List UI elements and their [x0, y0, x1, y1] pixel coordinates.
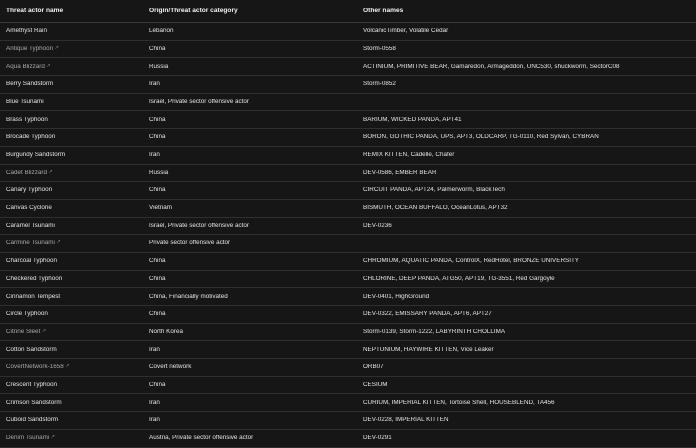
threat-actor-name: [0, 99, 143, 105]
other-names: CHROMIUM, AQUATIC PANDA, ControlX, RedHotel, BRONZE UNIVERSITY: [363, 258, 579, 265]
other-names: CHLORINE, DEEP PANDA, ATG50, APT19, TG-3551, Red Gargoyle: [363, 275, 555, 282]
threat-actor-name-text[interactable]: CovertNetwork-1658: [6, 364, 64, 371]
threat-actor-name: [0, 223, 143, 229]
other-names: DEV-0322, EMISSARY PANDA, APT6, APT27: [363, 311, 492, 318]
origin-category: Vietnam: [149, 205, 172, 212]
table-row: [0, 94, 696, 112]
threat-actor-name-text: Checkered Typhoon: [6, 275, 63, 282]
threat-actor-name-text[interactable]: Denim Tsunami: [6, 435, 50, 441]
threat-actor-name-text: Caramel Tsunami: [6, 222, 55, 229]
table-row: [0, 41, 696, 59]
origin-category: Covert network: [149, 364, 192, 371]
table-row: [0, 58, 696, 76]
table-row: [0, 76, 696, 94]
table-row: [0, 377, 696, 395]
threat-actor-name: [0, 81, 143, 87]
table-row: [0, 430, 696, 448]
other-names: Storm-0139, Storm-1222, LABYRINTH CHOLLIMA: [363, 328, 506, 335]
origin-category: Austria, Private sector offensive actor: [149, 435, 254, 441]
threat-actor-name-text: Crimson Sandstorm: [6, 399, 62, 406]
origin-category: Lebanon: [149, 28, 174, 35]
threat-actor-name-text: Cinnamon Tempest: [6, 293, 61, 300]
other-names: CIRCUIT PANDA, APT24, Palmerworm, BlackTech: [363, 187, 505, 194]
threat-actor-name-text[interactable]: Cadet Blizzard: [6, 169, 47, 176]
threat-actor-name-text: Berry Sandstorm: [6, 81, 54, 88]
table-row: [0, 359, 696, 377]
threat-actor-name-text: Canvas Cyclone: [6, 205, 52, 212]
other-names: DEV-0228, IMPERIAL KITTEN: [363, 417, 449, 424]
origin-category: China: [149, 116, 166, 123]
other-names: BISMUTH, OCEAN BUFFALO, OceanLotus, APT32: [363, 205, 508, 212]
table-row: [0, 147, 696, 165]
threat-actor-name-text: Canary Typhoon: [6, 187, 53, 194]
threat-actor-name-text: Burgundy Sandstorm: [6, 152, 66, 158]
threat-actor-name: [0, 205, 143, 211]
threat-actor-name: [0, 294, 143, 300]
threat-actor-name: [0, 311, 143, 317]
origin-category: Private sector offensive actor: [149, 240, 231, 247]
table-row: [0, 111, 696, 129]
origin-category: China: [149, 187, 166, 194]
threat-actor-link[interactable]: [0, 64, 143, 70]
threat-actor-name-text: Charcoal Typhoon: [6, 258, 57, 265]
threat-actor-name-text: Blue Tsunami: [6, 98, 44, 105]
other-names: Storm-0852: [363, 81, 396, 88]
other-names: ACTINIUM, PRIMITIVE BEAR, Gamaredon, Armageddon, UNC530, shuckworm, SectorC08: [363, 63, 620, 70]
external-link-icon[interactable]: ↗: [48, 169, 53, 175]
threat-actor-name-text: Cuboid Sandstorm: [6, 417, 59, 424]
external-link-icon[interactable]: ↗: [41, 328, 47, 334]
threat-actor-name: [0, 400, 143, 406]
other-names: Storm-0558: [363, 45, 396, 52]
threat-actor-name: [0, 382, 143, 388]
threat-actor-name-text: Brass Typhoon: [6, 116, 48, 123]
origin-category: China: [149, 275, 166, 282]
table-body: [0, 23, 696, 448]
origin-category: China: [149, 134, 166, 141]
table-row: [0, 271, 696, 289]
table-row: [0, 412, 696, 430]
threat-actor-name: [0, 258, 143, 264]
threat-actor-name-text[interactable]: Antique Typhoon: [6, 45, 54, 52]
table-row: [0, 235, 696, 253]
external-link-icon[interactable]: ↗: [65, 364, 70, 370]
table-row: [0, 129, 696, 147]
threat-actor-name: [0, 417, 143, 423]
origin-category: Israel, Private sector offensive actor: [149, 98, 249, 105]
threat-actor-link[interactable]: [0, 240, 143, 246]
other-names: CURIUM, IMPERIAL KITTEN, Tortoise Shell, HOUSEBLEND, TA456: [363, 399, 555, 406]
table-header-row: [0, 0, 696, 23]
threat-actor-name: [0, 276, 143, 282]
origin-category: Russia: [149, 63, 169, 70]
origin-category: China: [149, 381, 166, 388]
other-names: ORB07: [363, 364, 384, 371]
table-row: [0, 324, 696, 342]
table-row: [0, 200, 696, 218]
table-row: [0, 182, 696, 200]
threat-actor-name-text: Amethyst Rain: [6, 28, 47, 35]
threat-actor-name-text: Circle Typhoon: [6, 311, 48, 318]
threat-actor-name: [0, 28, 143, 34]
threat-actor-name: [0, 152, 143, 158]
table-row: [0, 218, 696, 236]
threat-actor-name: [0, 347, 143, 353]
threat-actor-name: [0, 117, 143, 123]
other-names: BARIUM, WICKED PANDA, APT41: [363, 116, 462, 123]
other-names: DEV-0401, HighGround: [363, 293, 430, 300]
other-names: DEV-0586, EMBER BEAR: [363, 169, 437, 176]
threat-actor-name-text: Cotton Sandstorm: [6, 346, 57, 353]
origin-category: China: [149, 311, 166, 318]
origin-category: Iran: [149, 81, 160, 88]
table-row: [0, 165, 696, 183]
threat-actor-name: [0, 134, 143, 140]
origin-category: Iran: [149, 152, 160, 158]
threat-actor-name-text: Brocade Typhoon: [6, 134, 56, 141]
table-row: [0, 288, 696, 306]
external-link-icon[interactable]: ↗: [50, 435, 55, 440]
column-header-name[interactable]: Threat actor name: [6, 7, 64, 14]
origin-category: Israel, Private sector offensive actor: [149, 222, 249, 229]
other-names: REMIX KITTEN, Cadelle, Chafer: [363, 152, 455, 158]
table-row: [0, 394, 696, 412]
origin-category: Iran: [149, 417, 160, 424]
other-names: DEV-0291: [363, 435, 392, 441]
column-header-other-names[interactable]: Other names: [363, 7, 404, 14]
origin-category: China, Financially motivated: [149, 293, 228, 300]
external-link-icon[interactable]: ↗: [56, 240, 61, 246]
external-link-icon[interactable]: ↗: [54, 45, 59, 51]
threat-actor-link[interactable]: [0, 329, 143, 335]
origin-category: Russia: [149, 169, 169, 176]
threat-actor-link[interactable]: [0, 46, 143, 52]
table-row: [0, 341, 696, 359]
other-names: BORON, GOTHIC PANDA, UPS, APT3, OLDCARP, TG-0110, Red Sylvan, CYBRAN: [363, 134, 599, 141]
threat-actor-link[interactable]: [0, 170, 143, 176]
table-row: [0, 306, 696, 324]
threat-actor-name-text: Crescent Typhoon: [6, 381, 57, 388]
external-link-icon[interactable]: ↗: [46, 63, 51, 69]
origin-category: China: [149, 258, 166, 265]
table-row: [0, 253, 696, 271]
table-row: [0, 23, 696, 41]
threat-actor-name: [0, 187, 143, 193]
threat-actor-name-text[interactable]: Carmine Tsunami: [6, 240, 55, 247]
threat-actor-link[interactable]: [0, 364, 143, 370]
origin-category: China: [149, 45, 166, 52]
threat-actor-link[interactable]: [0, 435, 143, 441]
origin-category: North Korea: [149, 328, 183, 335]
origin-category: Iran: [149, 399, 160, 406]
other-names: CESIUM: [363, 381, 388, 388]
other-names: DEV-0236: [363, 222, 392, 229]
threat-actor-name-text[interactable]: Citrine Sleet: [6, 328, 41, 335]
origin-category: Iran: [149, 346, 160, 353]
threat-actor-name-text[interactable]: Aqua Blizzard: [6, 63, 45, 70]
other-names: NEPTUNIUM, HAYWIRE KITTEN, Vice Leaker: [363, 346, 494, 353]
other-names: VolcanicTimber, Volatile Cedar: [363, 28, 449, 35]
column-header-origin[interactable]: Origin/Threat actor category: [149, 7, 238, 14]
